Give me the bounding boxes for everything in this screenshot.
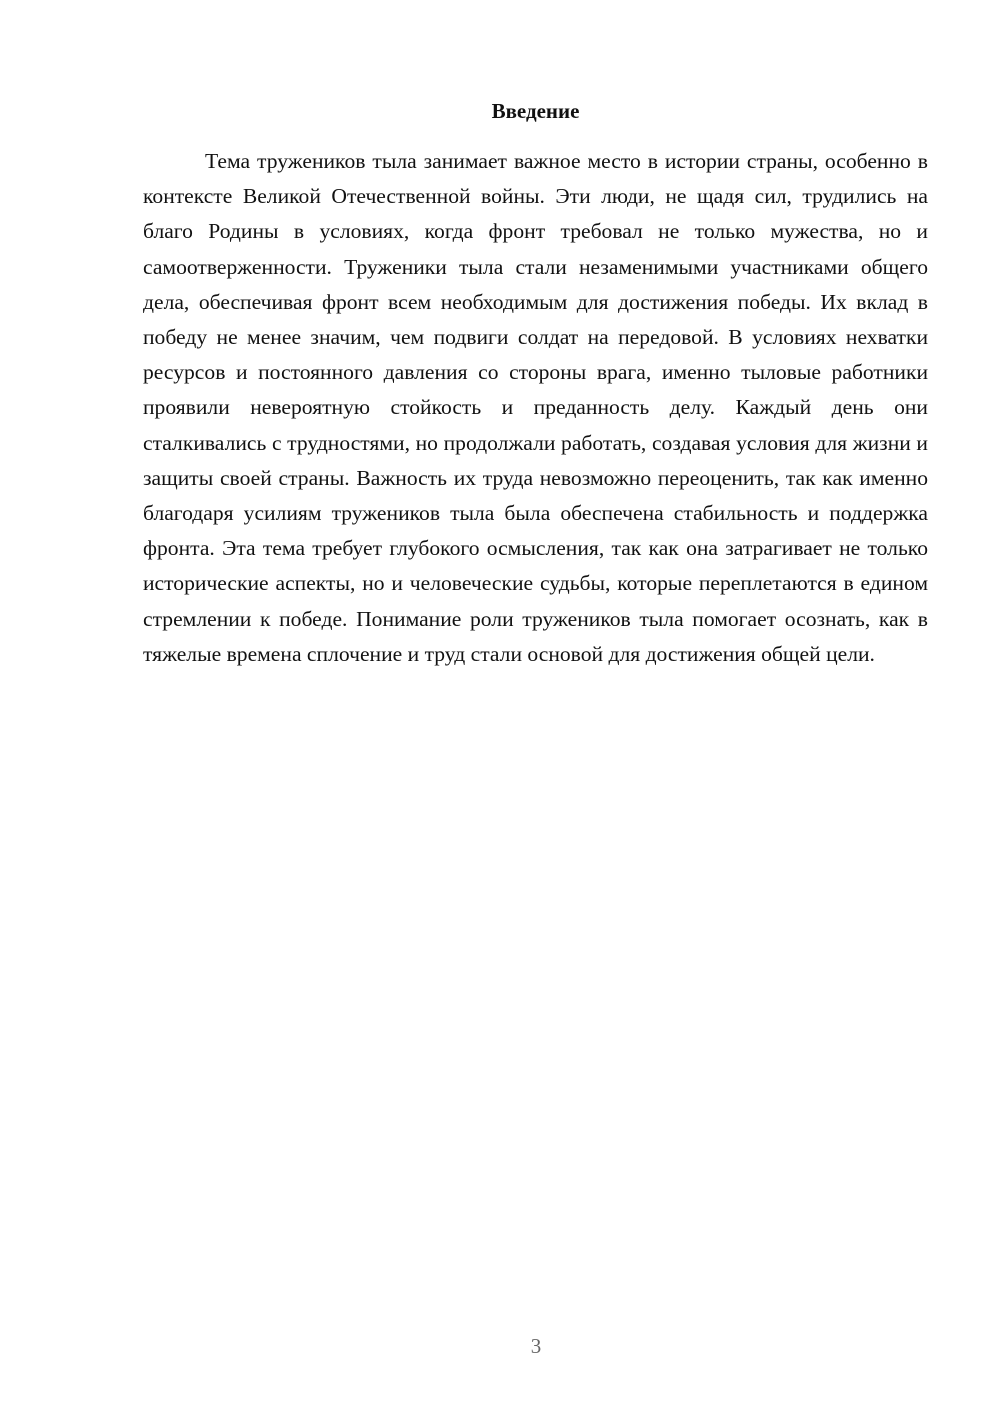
page-number: 3 — [530, 1334, 542, 1358]
body-paragraph: Тема тружеников тыла занимает важное место в истории страны, особенно в контексте Великой Отечественной войны. Эти люди, не щадя сил, трудились на благо Родины в условиях, когда фронт требовал не только мужества, но и самоотверженности. Труженики тыла стали незаменимыми участниками общего дела, обеспечивая фронт всем необходимым для достижения победы. Их вклад в победу не менее значим, чем подвиги солдат на передовой. В условиях нехватки ресурсов и постоянного давления со стороны врага, именно тыловые работники проявили невероятную стойкость и преданность делу. Каждый день они сталкивались с трудностями, но продолжали работать, создавая условия для жизни и защиты своей страны. Важность их труда невозможно переоценить, так как именно благодаря усилиям тружеников тыла была обеспечена стабильность и поддержка фронта. Эта тема требует глубокого осмысления, так как она затрагивает не только исторические аспекты, но и человеческие судьбы, которые переплетаются в едином стремлении к победе. Понимание роли тружеников тыла помогает осознать, как в тяжелые времена сплочение и труд стали основой для достижения общей цели. — [143, 149, 928, 666]
section-heading: Введение — [491, 99, 580, 123]
